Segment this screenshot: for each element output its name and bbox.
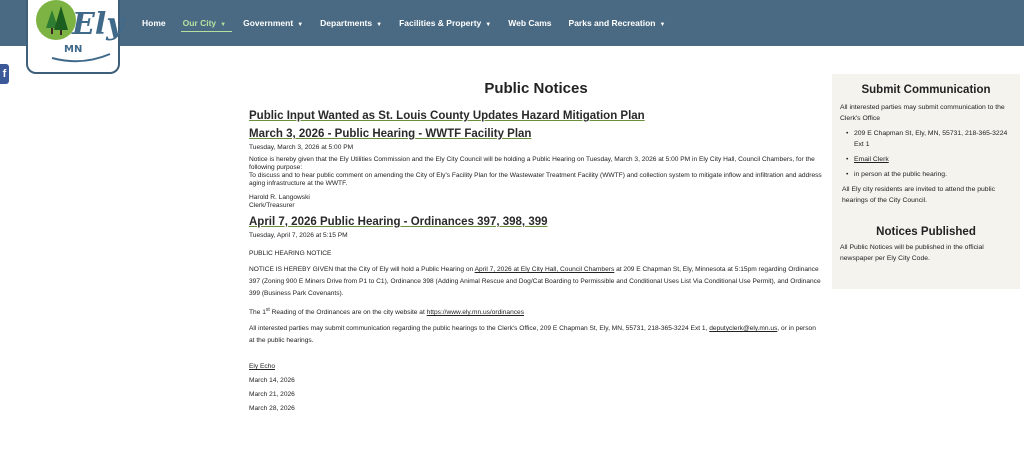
chevron-down-icon: ▼ bbox=[297, 22, 304, 28]
paragraph-text: at 209 E Chapman St, Ely, Minnesota at 5:15pm regarding Ordinance 397 (Zoning 900 E Miners Drive from P1 to C1), Ordinance 398 (Adding Animal Rescue and Dog/Cat Boarding to Permissible and Conditional Uses List Via Conditional Use Permit), and Ordinance 399 (Business Park Covenants). bbox=[249, 266, 821, 297]
facebook-icon[interactable]: f bbox=[0, 64, 9, 84]
nav-facilities[interactable] bbox=[399, 12, 491, 34]
submit-intro: All interested parties may submit communication to the Clerk's Office bbox=[840, 104, 1005, 122]
signature-name: Harold R. Langowski bbox=[249, 194, 310, 201]
notice-paragraph: Notice is hereby given that the Ely Utilities Commission and the Ely City Council will be holding a Public Hearing on Tuesday, March 3, 2026 at 5:00 PM in Ely City Hall, Council Chambers, for the following purpose: bbox=[249, 156, 815, 171]
publication-date: March 14, 2026 bbox=[249, 377, 295, 385]
list-item bbox=[846, 154, 1012, 165]
nav-our-city-label: Our City bbox=[182, 18, 217, 28]
submit-list bbox=[846, 128, 1012, 180]
sidebar bbox=[832, 74, 1020, 289]
submit-communication-title: Submit Communication bbox=[861, 84, 991, 96]
main-nav bbox=[142, 0, 682, 46]
page-title: Public Notices bbox=[484, 80, 588, 97]
nav-government[interactable] bbox=[243, 12, 303, 34]
nav-home-label: Home bbox=[142, 18, 166, 28]
notice-paragraph bbox=[249, 306, 823, 317]
email-clerk-link[interactable]: Email Clerk bbox=[854, 156, 889, 163]
ely-logo-icon bbox=[32, 0, 124, 64]
main-content bbox=[249, 46, 823, 413]
superscript: st bbox=[265, 307, 270, 313]
nav-departments[interactable] bbox=[320, 12, 382, 34]
notices-published-title: Notices Published bbox=[876, 226, 976, 238]
notice-paragraph bbox=[249, 264, 823, 300]
logo-text: Ely bbox=[72, 7, 124, 42]
site-header bbox=[0, 0, 1024, 46]
notice-title-wwtf[interactable]: March 3, 2026 - Public Hearing - WWTF Facility Plan bbox=[249, 128, 532, 140]
notice-paragraph: To discuss and to hear public comment on amending the City of Ely's Facility Plan for the Wastewater Treatment Facility (WWTF) and collection system to mitigate inflow and infiltration and address aging infrastructure at the WWTF. bbox=[249, 172, 822, 187]
notice-date: Tuesday, March 3, 2026 at 5:00 PM bbox=[249, 144, 354, 151]
notice-heading: PUBLIC HEARING NOTICE bbox=[249, 250, 332, 257]
chevron-down-icon: ▼ bbox=[659, 22, 666, 28]
deputy-clerk-email-link[interactable]: deputyclerk@ely.mn.us bbox=[709, 325, 778, 333]
paragraph-text: All interested parties may submit communication regarding the public hearings to the Clerk's Office, 209 E Chapman St, Ely, MN, 55731, 218-365-3224 Ext 1, bbox=[249, 325, 710, 333]
nav-facilities-label: Facilities & Property bbox=[399, 18, 482, 28]
nav-government-label: Government bbox=[243, 18, 294, 28]
nav-web-cams-label: Web Cams bbox=[508, 18, 552, 28]
publication-date: March 21, 2026 bbox=[249, 391, 295, 399]
chevron-down-icon: ▼ bbox=[220, 22, 227, 28]
logo-subtext: MN bbox=[64, 44, 83, 55]
list-item: • 209 E Chapman St, Ely, MN, 55731, 218-365-3224 Ext 1 bbox=[846, 128, 1012, 150]
paragraph-text: Reading of the Ordinances are on the city website at bbox=[269, 309, 427, 317]
publication-date: March 28, 2026 bbox=[249, 405, 295, 413]
nav-home[interactable] bbox=[142, 12, 166, 34]
list-item: • in person at the public hearing. bbox=[846, 169, 1012, 180]
residents-text: All Ely city residents are invited to attend the public hearings of the City Council. bbox=[842, 186, 996, 204]
nav-parks[interactable] bbox=[569, 12, 666, 34]
chevron-down-icon: ▼ bbox=[376, 22, 383, 28]
notice-title-hazard-mitigation[interactable]: Public Input Wanted as St. Louis County Updates Hazard Mitigation Plan bbox=[249, 110, 645, 122]
chevron-down-icon: ▼ bbox=[485, 22, 492, 28]
ely-echo-link[interactable]: Ely Echo bbox=[249, 363, 276, 371]
nav-our-city[interactable] bbox=[183, 12, 226, 34]
notice-title-ordinances[interactable]: April 7, 2026 Public Hearing - Ordinances 397, 398, 399 bbox=[249, 216, 548, 228]
notices-published-text: All Public Notices will be published in the official newspaper per Ely City Code. bbox=[840, 244, 984, 262]
paragraph-text: The 1 bbox=[249, 309, 266, 317]
signature-title: Clerk/Treasurer bbox=[249, 202, 295, 209]
notice-date: Tuesday, April 7, 2026 at 5:15 PM bbox=[249, 232, 348, 239]
nav-parks-label: Parks and Recreation bbox=[568, 18, 656, 28]
paragraph-text: , or in person at the public hearings. bbox=[249, 325, 816, 345]
paragraph-text: NOTICE IS HEREBY GIVEN that the City of Ely will hold a Public Hearing on bbox=[249, 266, 475, 273]
nav-departments-label: Departments bbox=[320, 18, 373, 28]
site-logo[interactable] bbox=[26, 0, 124, 74]
notice-paragraph bbox=[249, 323, 823, 347]
nav-web-cams[interactable] bbox=[508, 12, 551, 34]
ordinances-link[interactable]: https://www.ely.mn.us/ordinances bbox=[426, 309, 525, 317]
hearing-location-link[interactable]: April 7, 2026 at Ely City Hall, Council Chambers bbox=[474, 266, 615, 273]
